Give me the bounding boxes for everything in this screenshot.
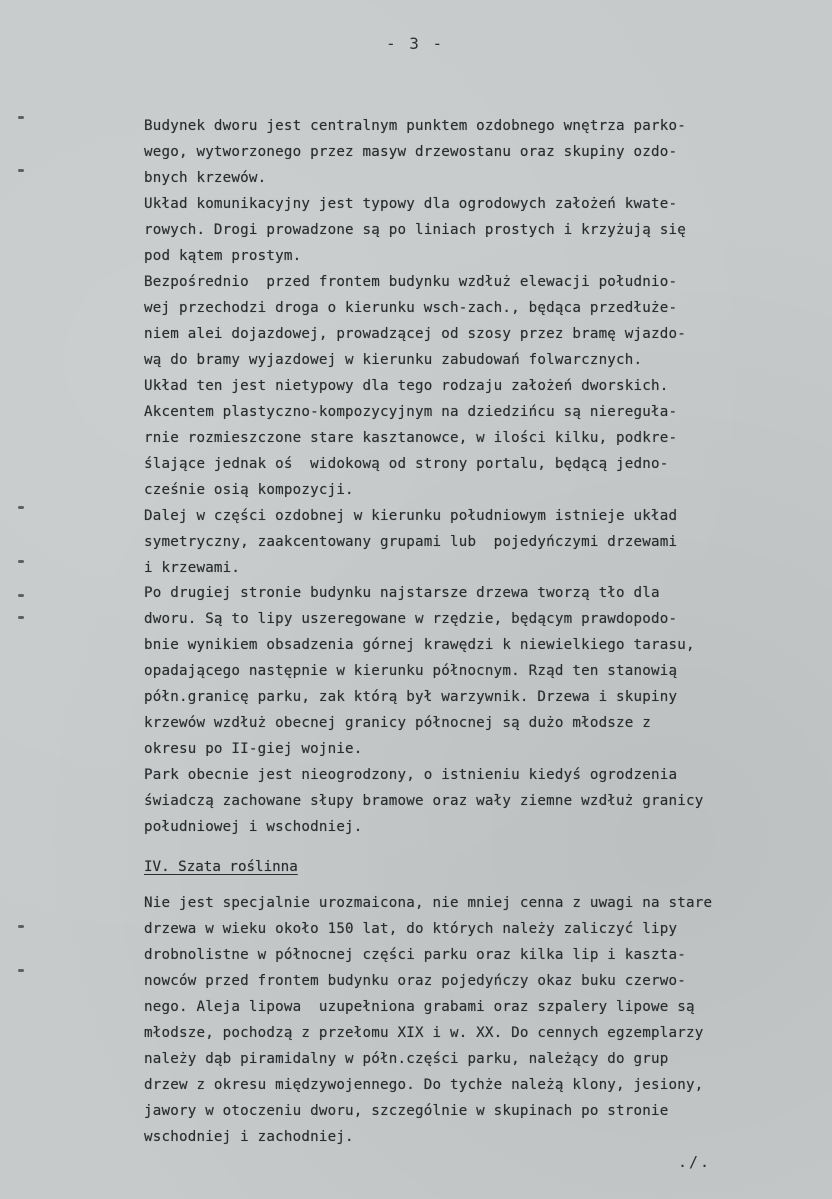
body-line: drzewa w wieku około 150 lat, do których należy zaliczyć lipy [144, 921, 678, 937]
body-line: wą do bramy wyjazdowej w kierunku zabudowań folwarcznych. [144, 352, 643, 368]
body-line: Akcentem plastyczno-kompozycyjnym na dziedzińcu są niereguła- [144, 404, 678, 420]
body-line: Park obecnie jest nieogrodzony, o istnieniu kiedyś ogrodzenia [144, 767, 678, 783]
body-line: symetryczny, zaakcentowany grupami lub pojedyńczymi drzewami [144, 534, 678, 550]
margin-mark [18, 616, 24, 619]
body-line: młodsze, pochodzą z przełomu XIX i w. XX. Do cennych egzemplarzy [144, 1025, 704, 1041]
body-line: wej przechodzi droga o kierunku wsch-zach., będąca przedłuże- [144, 300, 678, 316]
body-line: bnych krzewów. [144, 170, 267, 186]
body-line: wego, wytworzonego przez masyw drzewostanu oraz skupiny ozdo- [144, 144, 678, 160]
body-line: rowych. Drogi prowadzone są po liniach prostych i krzyżują się [144, 222, 686, 238]
body-line: drobnolistne w północnej części parku oraz kilka lip i kaszta- [144, 947, 686, 963]
body-line: drzew z okresu międzywojennego. Do tychże należą klony, jesiony, [144, 1077, 704, 1093]
body-line: wschodniej i zachodniej. [144, 1129, 354, 1145]
body-line: południowej i wschodniej. [144, 819, 363, 835]
body-line: pod kątem prostym. [144, 248, 302, 264]
continuation-mark: ./. [678, 1153, 712, 1171]
body-line: opadającego następnie w kierunku północnym. Rząd ten stanowią [144, 663, 678, 679]
body-line: i krzewami. [144, 560, 241, 576]
body-line: cześnie osią kompozycji. [144, 482, 354, 498]
body-line: bnie wynikiem obsadzenia górnej krawędzi k niewielkiego tarasu, [144, 637, 695, 653]
body-line: rnie rozmieszczone stare kasztanowce, w ilości kilku, podkre- [144, 430, 678, 446]
body-line: półn.granicę parku, zak którą był warzywnik. Drzewa i skupiny [144, 689, 678, 705]
body-line: Układ ten jest nietypowy dla tego rodzaju założeń dworskich. [144, 378, 669, 394]
body-line: niem alei dojazdowej, prowadzącej od szosy przez bramę wjazdo- [144, 326, 686, 342]
body-line: dworu. Są to lipy uszeregowane w rzędzie, będącym prawdopodo- [144, 611, 678, 627]
body-line: Układ komunikacyjny jest typowy dla ogrodowych założeń kwate- [144, 196, 678, 212]
margin-mark [18, 594, 24, 597]
margin-mark [18, 116, 24, 119]
body-line: Dalej w części ozdobnej w kierunku południowym istnieje układ [144, 508, 678, 524]
body-line: jawory w otoczeniu dworu, szczególnie w skupinach po stronie [144, 1103, 669, 1119]
margin-mark [18, 169, 24, 172]
body-line: Po drugiej stronie budynku najstarsze drzewa tworzą tło dla [144, 585, 660, 601]
margin-mark [18, 925, 24, 928]
page-number: - 3 - [386, 34, 445, 53]
margin-mark [18, 506, 24, 509]
body-line: nowców przed frontem budynku oraz pojedyńczy okaz buku czerwo- [144, 973, 686, 989]
body-line: Nie jest specjalnie urozmaicona, nie mniej cenna z uwagi na stare [144, 895, 713, 911]
body-line: okresu po II-giej wojnie. [144, 741, 363, 757]
body-line: ślające jednak oś widokową od strony portalu, będącą jedno- [144, 456, 669, 472]
body-line: świadczą zachowane słupy bramowe oraz wały ziemne wzdłuż granicy [144, 793, 704, 809]
margin-mark [18, 969, 24, 972]
section-heading: IV. Szata roślinna [144, 859, 298, 875]
body-line: Bezpośrednio przed frontem budynku wzdłuż elewacji południo- [144, 274, 678, 290]
margin-mark [18, 560, 24, 563]
body-line: Budynek dworu jest centralnym punktem ozdobnego wnętrza parko- [144, 118, 686, 134]
body-line: nego. Aleja lipowa uzupełniona grabami oraz szpalery lipowe są [144, 999, 695, 1015]
body-line: należy dąb piramidalny w półn.części parku, należący do grup [144, 1051, 669, 1067]
body-line: krzewów wzdłuż obecnej granicy północnej są dużo młodsze z [144, 715, 652, 731]
